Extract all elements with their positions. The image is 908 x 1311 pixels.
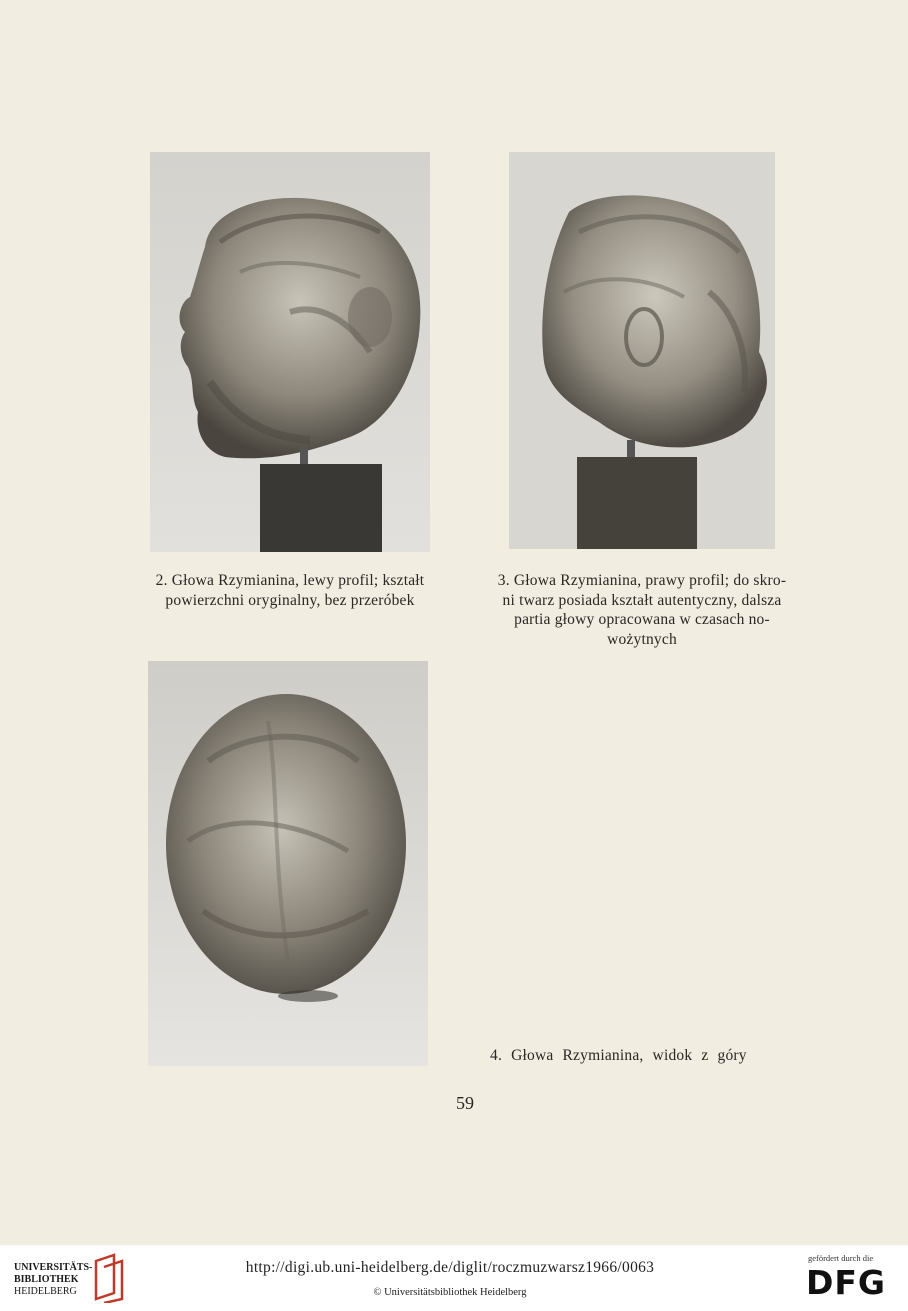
library-name-line2: BIBLIOTHEK [14,1274,79,1285]
caption-line: 3. Głowa Rzymianina, prawy profil; do skro- [497,572,787,589]
library-logo-icon [92,1253,126,1303]
figure-3-caption [492,571,792,649]
caption-line: powierzchni oryginalny, bez przeróbek [165,591,415,609]
figure-3-photo-right-profile [509,152,775,549]
head-top-view-image [148,661,428,1066]
funded-by-label: gefördert durch die [808,1253,874,1263]
figure-4-photo-top-view [148,661,428,1066]
library-name-line3: HEIDELBERG [14,1286,77,1297]
permalink-url[interactable]: http://digi.ub.uni-heidelberg.de/diglit/roczmuzwarsz1966/0063 [245,1259,655,1276]
caption-line: ni twarz posiada kształt autentyczny, dalsza [502,591,782,609]
figure-2-caption [128,571,452,610]
copyright-notice: © Universitätsbibliothek Heidelberg [373,1287,527,1298]
caption-line: 4. Głowa Rzymianina, widok z góry [490,1047,747,1064]
caption-line: wożytnych [607,630,677,648]
dfg-logo[interactable]: DFG [806,1263,887,1302]
caption-line: partia głowy opracowana w czasach no- [514,611,770,628]
head-left-profile-image [150,152,430,552]
page-number: 59 [456,1093,474,1113]
library-name-line1: UNIVERSITÄTS- [14,1262,93,1273]
digitization-footer [0,1245,908,1311]
caption-line: 2. Głowa Rzymianina, lewy profil; kształt [155,572,425,589]
figure-2-photo-left-profile [150,152,430,552]
figure-4-caption [490,1046,780,1066]
library-logo[interactable] [14,1262,92,1298]
head-right-profile-image [509,152,775,549]
